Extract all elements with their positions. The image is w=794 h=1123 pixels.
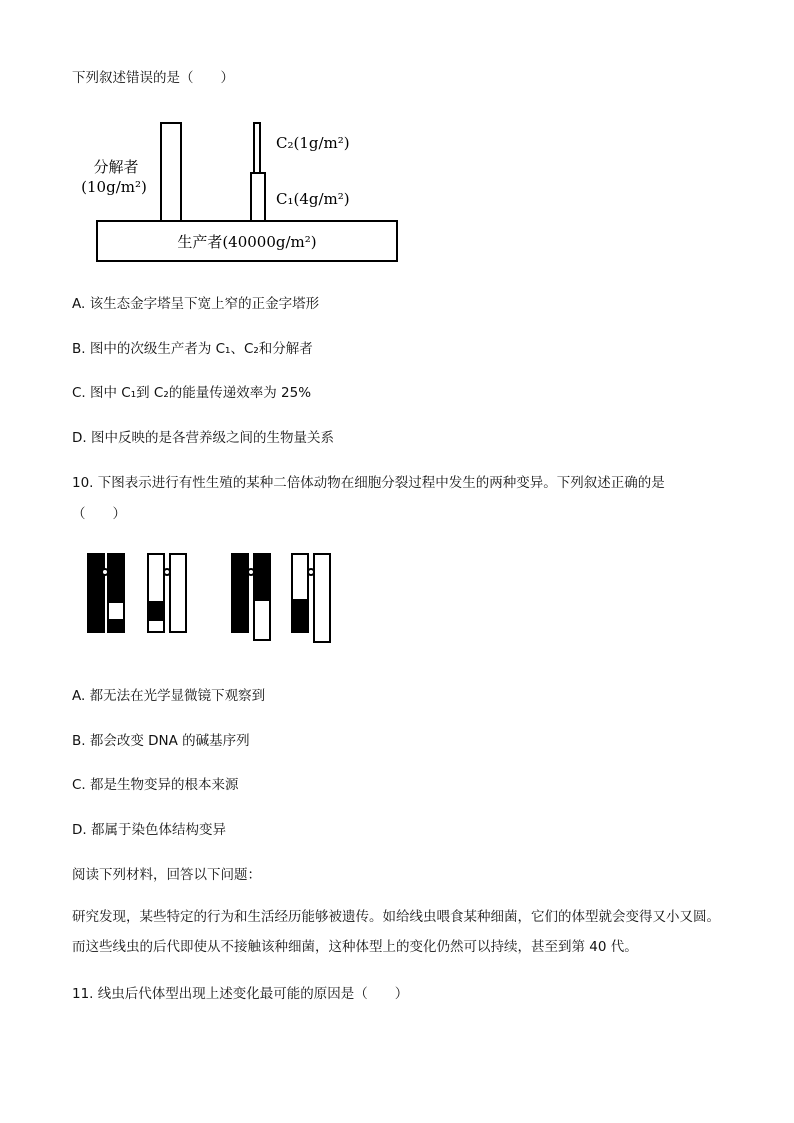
reading-header: 阅读下列材料，回答以下问题： [72,867,261,883]
chromosome-1b-segment [108,602,124,620]
c2-label: C₂(1g/m²) [276,134,350,152]
q11-stem: 11. 线虫后代体型出现上述变化最可能的原因是（ ） [72,986,409,1002]
q10-stem-line2: （ ） [72,506,126,522]
q9-option-c: C. 图中 C₁到 C₂的能量传递效率为 25% [72,385,312,401]
chromosome-3a [232,554,248,632]
centromere-4a [308,569,314,575]
q10-stem-line1: 10. 下图表示进行有性生殖的某种二倍体动物在细胞分裂过程中发生的两种变异。下列叙述正确的是 [72,475,665,491]
chromosome-2b [170,554,186,632]
centromere-1a [102,569,108,575]
q10-option-a: A. 都无法在光学显微镜下观察到 [72,688,266,704]
reading-body: 研究发现，某些特定的行为和生活经历能够被遗传。如给线虫喂食某种细菌，它们的体型就会变得又小又圆。而这些线虫的后代即使从不接触该种细菌，这种体型上的变化仍然可以持续，甚至到第 40 代。 [72,909,720,955]
c1-bar [251,173,265,221]
q10-option-d: D. 都属于染色体结构变异 [72,822,226,838]
decomposer-label-1: 分解者 [93,158,139,176]
q10-option-c: C. 都是生物变异的根本来源 [72,777,239,793]
chromosome-4a-segment [292,600,308,632]
chromosome-3b-segment [254,600,270,640]
decomposer-bar [161,123,181,221]
decomposer-label-2: (10g/m²) [81,178,147,196]
q9-option-d: D. 图中反映的是各营养级之间的生物量关系 [72,430,334,446]
q9-option-b: B. 图中的次级生产者为 C₁、C₂和分解者 [72,341,313,357]
chromosome-variation-diagram [84,550,344,646]
biomass-pyramid-diagram [72,116,412,266]
chromosome-2a-segment [148,602,164,620]
chromosome-1a [88,554,104,632]
q9-option-a: A. 该生态金字塔呈下宽上窄的正金字塔形 [72,296,320,312]
chromosome-4b [314,554,330,642]
centromere-2a [164,569,170,575]
chromosome-3b [254,554,270,600]
c1-label: C₁(4g/m²) [276,190,350,208]
producer-label: 生产者(40000g/m²) [177,233,317,251]
q10-option-b: B. 都会改变 DNA 的碱基序列 [72,733,250,749]
question-intro: 下列叙述错误的是（ ） [72,70,234,86]
centromere-3a [248,569,254,575]
c2-bar [254,123,260,173]
